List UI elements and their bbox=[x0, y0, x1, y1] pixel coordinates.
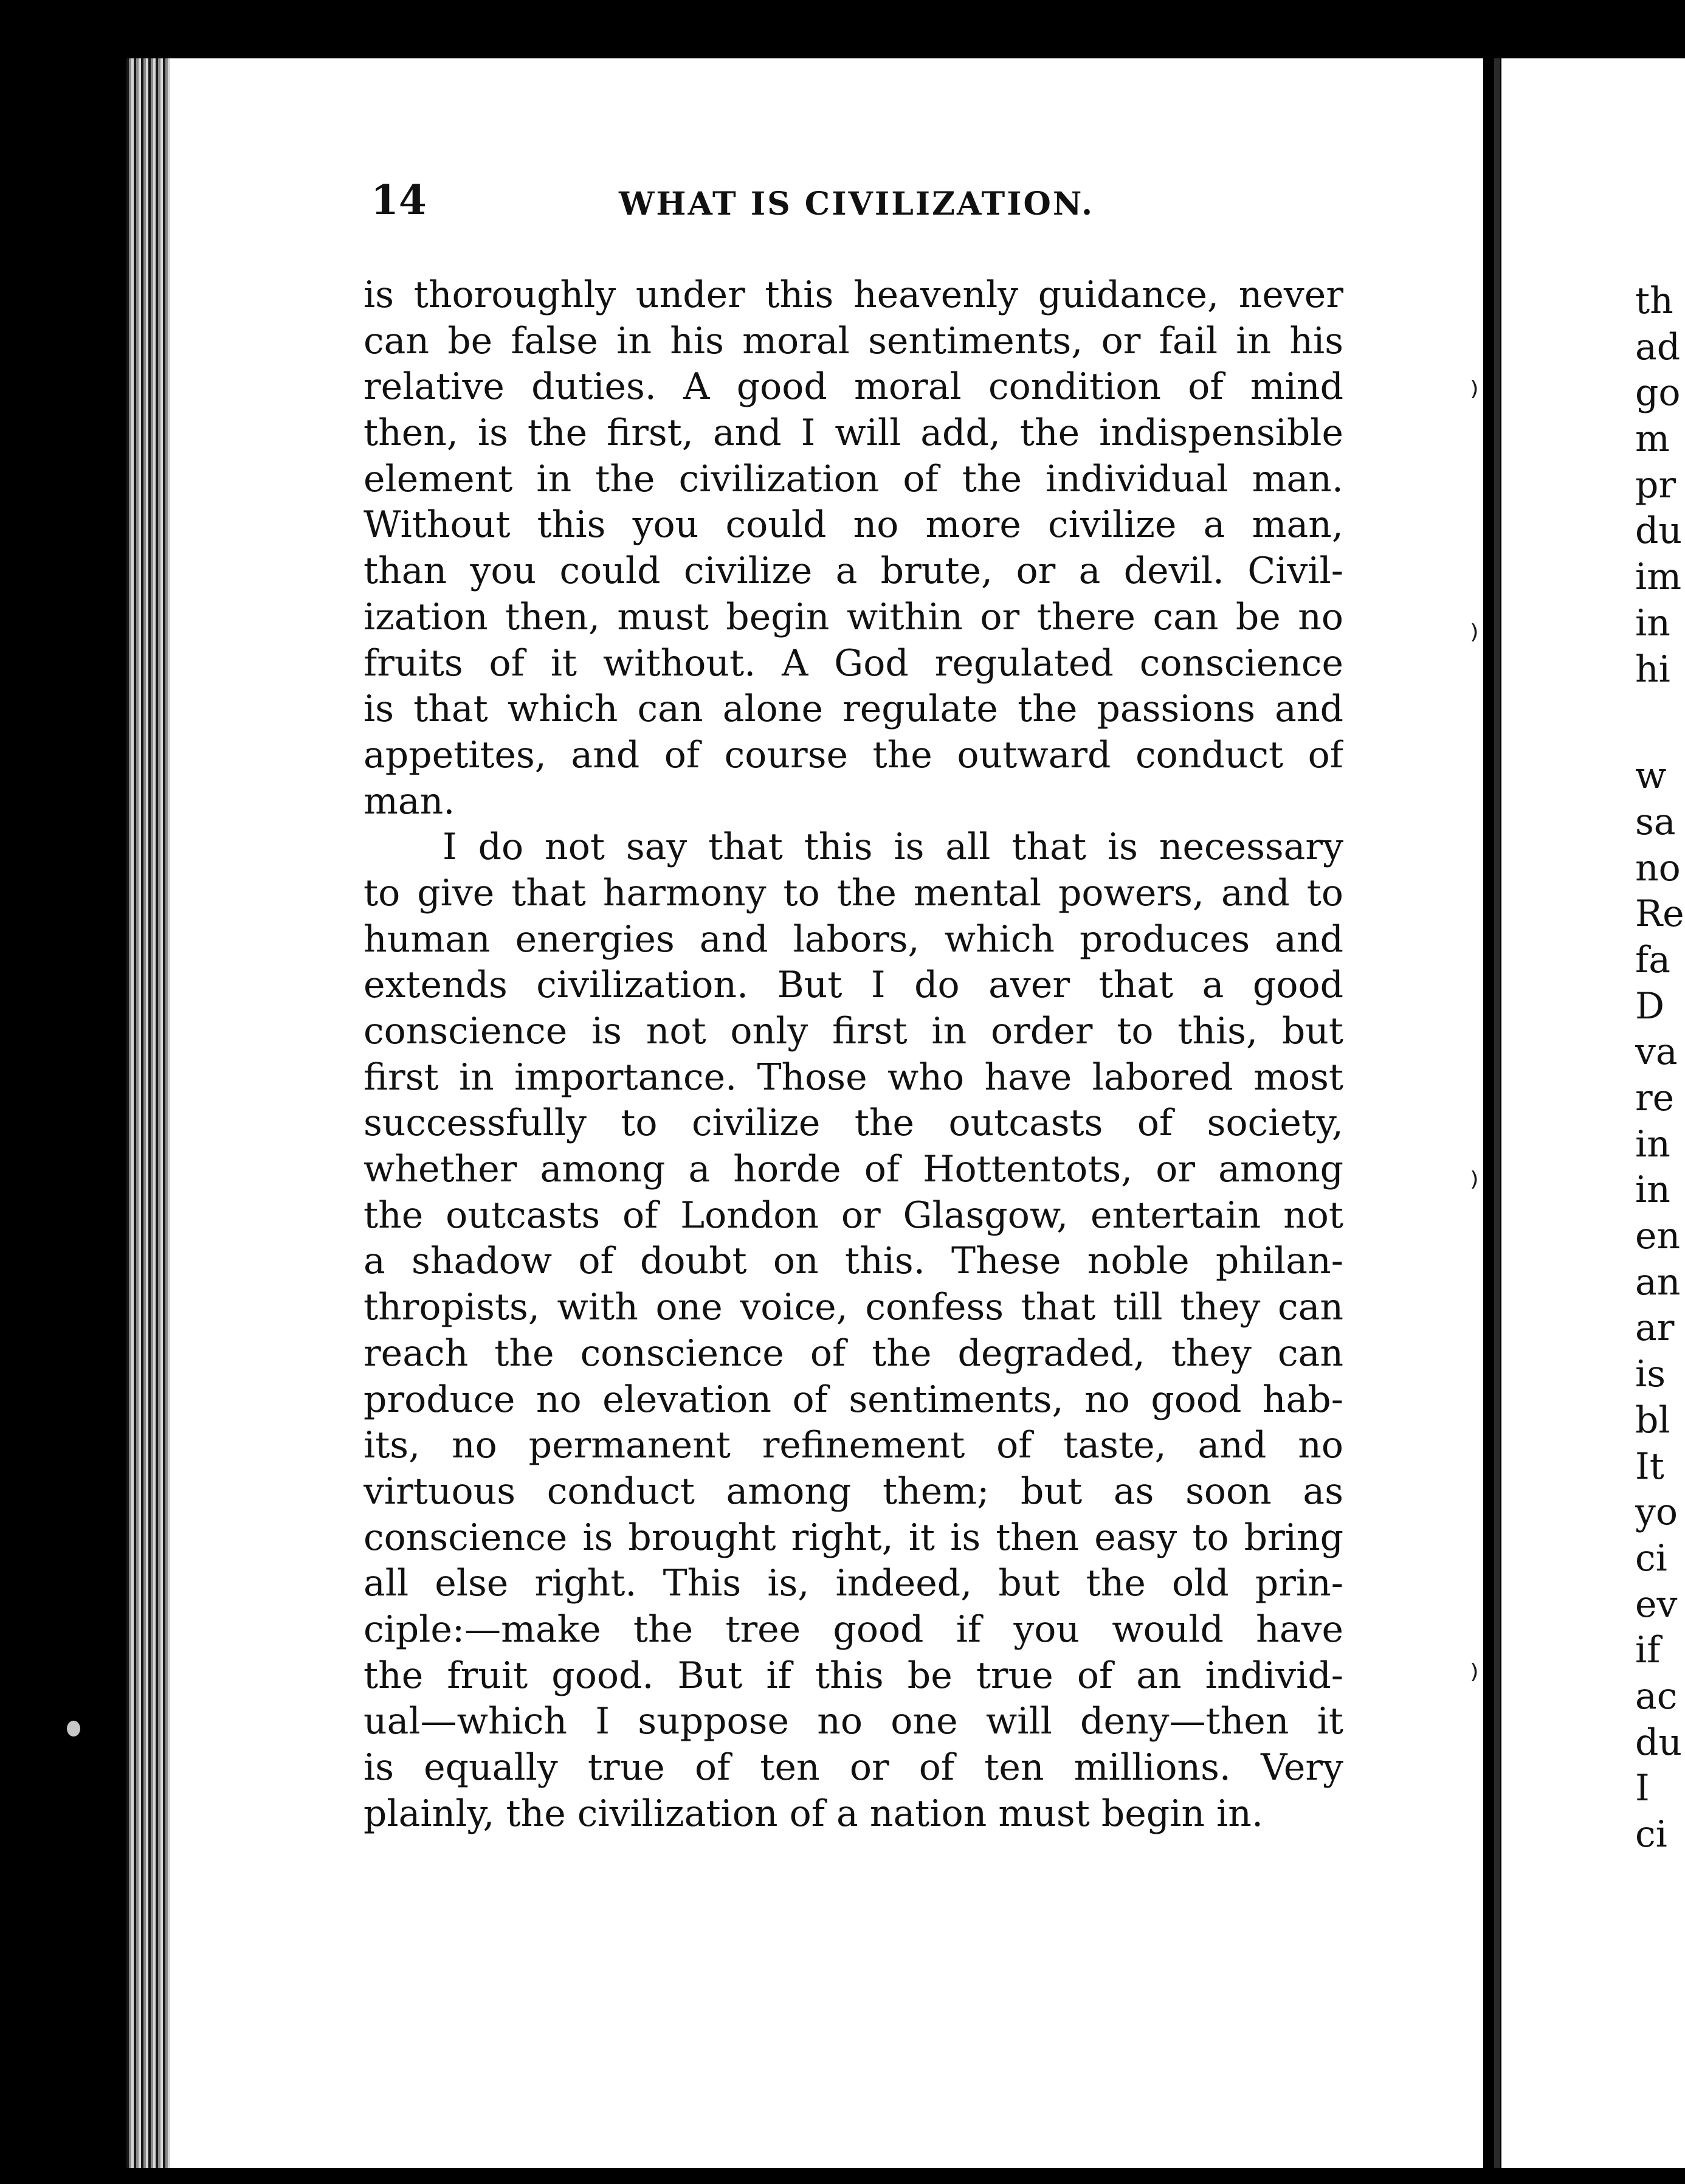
text-line: its, no permanent refinement of taste, and no bbox=[364, 1424, 1343, 1467]
text-line: the outcasts of London or Glasgow, entertain not bbox=[364, 1194, 1343, 1237]
facing-line-fragment: sa bbox=[1635, 800, 1676, 843]
text-line: virtuous conduct among them; but as soon as bbox=[364, 1470, 1343, 1513]
text-line: human energies and labors, which produces and bbox=[364, 917, 1343, 961]
text-line: produce no elevation of sentiments, no good hab- bbox=[364, 1378, 1343, 1421]
facing-line-fragment: Re bbox=[1635, 893, 1684, 936]
facing-line-fragment: va bbox=[1635, 1031, 1678, 1074]
facing-line-fragment: I bbox=[1635, 1767, 1650, 1810]
text-line: reach the conscience of the degraded, they can bbox=[364, 1332, 1343, 1375]
text-line: ual—which I suppose no one will deny—then it bbox=[364, 1700, 1343, 1743]
running-head: WHAT IS CIVILIZATION. bbox=[619, 185, 1095, 223]
binding-stitch-icon: ⁾ bbox=[1470, 617, 1479, 660]
facing-line-fragment: pr bbox=[1635, 463, 1676, 506]
facing-line-fragment: in bbox=[1635, 1122, 1670, 1166]
binding-stitch-icon: ⁾ bbox=[1470, 1657, 1479, 1699]
facing-line-fragment: ci bbox=[1635, 1536, 1667, 1580]
text-line: Without this you could no more civilize a man, bbox=[364, 503, 1343, 547]
facing-line-fragment: ar bbox=[1635, 1307, 1675, 1350]
text-line: is that which can alone regulate the passions and bbox=[364, 688, 1343, 731]
facing-line-fragment: w bbox=[1635, 755, 1667, 798]
binding-stitch-icon: ⁾ bbox=[1470, 1164, 1479, 1207]
text-line: I do not say that this is all that is necessary bbox=[443, 826, 1343, 869]
speck-mark bbox=[67, 1721, 80, 1736]
text-line: than you could civilize a brute, or a devil. Civil- bbox=[364, 550, 1343, 593]
paragraph-2 bbox=[364, 824, 1343, 1837]
text-line: plainly, the civilization of a nation must begin in. bbox=[364, 1792, 1264, 1835]
page-number: 14 bbox=[371, 176, 427, 224]
facing-line-fragment: go bbox=[1635, 371, 1681, 415]
text-line: relative duties. A good moral condition of mind bbox=[364, 365, 1343, 409]
facing-line-fragment: ci bbox=[1635, 1813, 1667, 1856]
gutter bbox=[1494, 58, 1500, 2168]
facing-page-text bbox=[1635, 278, 1685, 1858]
facing-line-fragment: bl bbox=[1635, 1398, 1670, 1442]
text-line: then, is the first, and I will add, the indispensible bbox=[364, 412, 1343, 455]
facing-line-fragment: im bbox=[1635, 556, 1682, 599]
text-line: first in importance. Those who have labored most bbox=[364, 1056, 1343, 1099]
text-line: thropists, with one voice, confess that till they can bbox=[364, 1286, 1343, 1329]
facing-line-fragment: du bbox=[1635, 1721, 1683, 1764]
text-line: successfully to civilize the outcasts of society, bbox=[364, 1102, 1343, 1145]
text-line: can be false in his moral sentiments, or fail in his bbox=[364, 319, 1343, 362]
text-line: ization then, must begin within or there can be no bbox=[364, 595, 1343, 638]
text-line: the fruit good. But if this be true of an individ- bbox=[364, 1654, 1343, 1697]
facing-line-fragment: if bbox=[1635, 1629, 1661, 1672]
text-line: extends civilization. But I do aver that a good bbox=[364, 964, 1343, 1007]
facing-line-fragment: an bbox=[1635, 1260, 1681, 1304]
text-line: fruits of it without. A God regulated conscience bbox=[364, 641, 1343, 685]
facing-line-fragment: It bbox=[1635, 1445, 1664, 1488]
facing-line-fragment: yo bbox=[1635, 1491, 1678, 1534]
facing-line-fragment: ac bbox=[1635, 1674, 1678, 1718]
text-line: all else right. This is, indeed, but the old prin- bbox=[364, 1562, 1343, 1605]
text-line: man. bbox=[364, 779, 455, 823]
paragraph-1 bbox=[364, 272, 1343, 824]
facing-line-fragment: re bbox=[1635, 1077, 1675, 1119]
facing-line-fragment: in bbox=[1635, 1169, 1670, 1212]
text-line: whether among a horde of Hottentots, or among bbox=[364, 1148, 1343, 1191]
facing-page-fragments-top bbox=[1635, 278, 1685, 693]
text-line: conscience is not only first in order to this, but bbox=[364, 1010, 1343, 1052]
facing-line-fragment: du bbox=[1635, 510, 1683, 553]
facing-page-fragments-bottom bbox=[1635, 753, 1685, 1858]
facing-line-fragment: m bbox=[1635, 418, 1670, 461]
body-text bbox=[364, 272, 1343, 1837]
facing-line-fragment: fa bbox=[1635, 938, 1670, 981]
binding-stitch-icon: ⁾ bbox=[1470, 374, 1479, 416]
facing-line-fragment: th bbox=[1635, 280, 1673, 322]
text-line: appetites, and of course the outward conduct of bbox=[364, 733, 1343, 776]
facing-line-fragment: hi bbox=[1635, 648, 1670, 691]
facing-line-fragment: is bbox=[1635, 1353, 1666, 1396]
text-line: element in the civilization of the individual man. bbox=[364, 457, 1343, 500]
text-line: ciple:—make the tree good if you would have bbox=[364, 1608, 1343, 1651]
facing-line-fragment: no bbox=[1635, 846, 1681, 890]
text-line: conscience is brought right, it is then easy to bring bbox=[364, 1516, 1343, 1559]
page-edge-binding bbox=[126, 58, 170, 2168]
facing-line-fragment: ev bbox=[1635, 1583, 1678, 1626]
facing-line-fragment: ad bbox=[1635, 325, 1681, 368]
facing-line-fragment: D bbox=[1635, 984, 1665, 1028]
text-line: to give that harmony to the mental powers, and to bbox=[364, 871, 1343, 914]
text-line: a shadow of doubt on this. These noble philan- bbox=[364, 1240, 1343, 1283]
facing-line-fragment: in bbox=[1635, 601, 1670, 644]
text-line: is equally true of ten or of ten millions. Very bbox=[364, 1746, 1343, 1789]
text-line: is thoroughly under this heavenly guidance, never bbox=[364, 274, 1343, 316]
facing-line-fragment: en bbox=[1635, 1215, 1681, 1258]
